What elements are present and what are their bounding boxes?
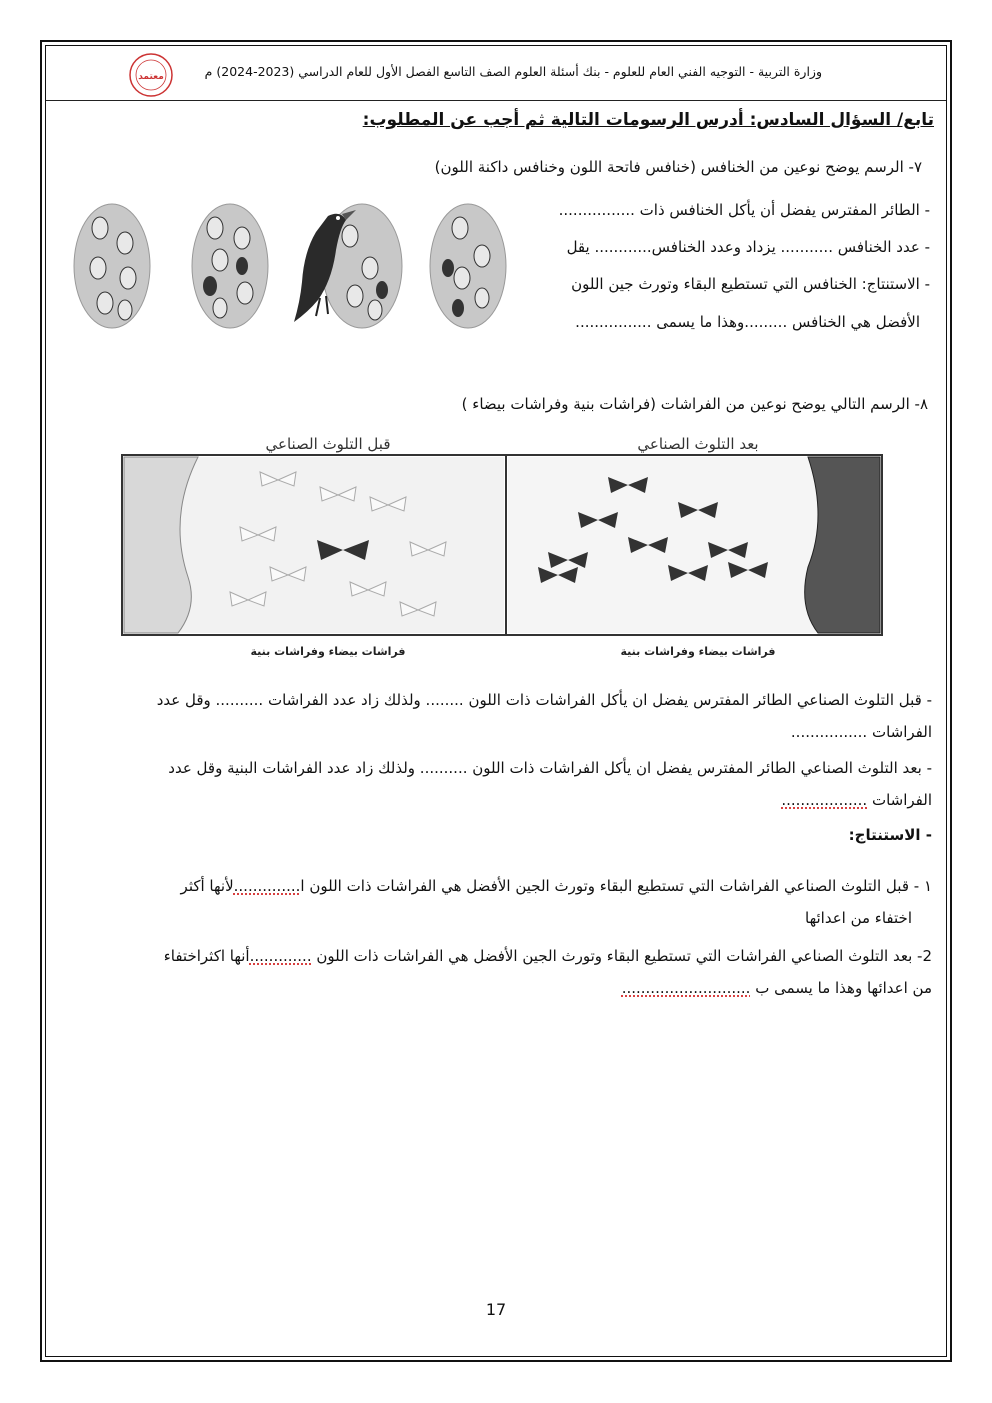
q7-line1: - الطائر المفترس يفضل أن يأكل الخنافس ذات ................ [558,201,930,219]
panel-left-title: قبل التلوث الصناعي [265,435,391,453]
conclusion-2 [52,940,932,1004]
panel-right-caption: فراشات بيضاء وفراشات بنية [620,645,776,658]
stamp-label: معتمد [138,72,164,82]
c1a-dots: .............. [233,877,301,895]
q8-line1b: الفراشات ................ [790,723,932,741]
c2a-text: 2- بعد التلوث الصناعي الفراشات التي تستطيع البقاء وتورث الجين الأفضل هي الفراشات ذات اللون [316,947,932,965]
beetles-figure [70,198,510,333]
c2b-text: من اعدائها وهذا ما يسمى ب [755,979,932,997]
page-number: 17 [485,1300,507,1319]
conclusion-1 [52,870,932,934]
panel-right-title: بعد التلوث الصناعي [637,435,759,453]
q8-line2b-dots: .................. [781,791,868,809]
q8-line2a: - بعد التلوث الصناعي الطائر المفترس يفضل ان يأكل الفراشات ذات اللون .......... ولذلك زاد عدد الفراشات البنية وقل عدد [168,759,932,777]
moths-figure [88,425,898,670]
header-text: وزارة التربية - التوجيه الفني العام للعلوم - بنك أسئلة العلوم الصف التاسع الفصل الأول للعام الدراسي (2023-2024) م [204,64,822,79]
q8-line2b-text: الفراشات [871,791,932,809]
tree-right-icon [805,457,880,633]
panel-left-caption: فراشات بيضاء وفراشات بنية [250,645,406,658]
c1a-text: ١ - قبل التلوث الصناعي الفراشات التي تستطيع البقاء وتورث الجين الأفضل هي الفراشات ذات اللون ا [300,877,932,895]
section-title: تابع/ السؤال السادس: أدرس الرسومات التالية ثم أجب عن المطلوب: [362,110,934,130]
c2a-dots: ............. [249,947,312,965]
c2a-end: أنها اكثراختفاء [163,947,250,965]
c1b: اختفاء من اعدائها [805,909,912,927]
q8-line1a: - قبل التلوث الصناعي الطائر المفترس يفضل ان يأكل الفراشات ذات اللون ........ ولذلك زاد عدد الفراشات .......... وقل عدد [156,691,932,709]
c1a-end: لأنها أكثر [180,877,234,895]
q8-paragraph-2 [52,752,932,816]
q7-intro: ٧- الرسم يوضح نوعين من الخنافس (خنافس فاتحة اللون وخنافس داكنة اللون) [434,158,922,176]
q7-line3: - الاستنتاج: الخنافس التي تستطيع البقاء وتورث جين اللون [571,275,930,293]
q8-line2b [52,784,932,816]
c2a [52,940,932,972]
q7-line2: - عدد الخنافس ........... يزداد وعدد الخنافس............ يقل [566,238,930,256]
conclusion-label: - الاستنتاج: [848,826,932,844]
q8-intro: ٨- الرسم التالي يوضح نوعين من الفراشات (فراشات بنية وفراشات بيضاء ) [461,395,928,413]
c2b-dots: ........................... [621,979,751,997]
c1a [52,870,932,902]
c2b [52,972,932,1004]
q8-paragraph-1 [52,684,932,748]
beetle-oval-4 [430,204,506,328]
q7-line4: الأفضل هي الخنافس .........وهذا ما يسمى ................ [575,313,920,331]
header-divider [46,100,946,101]
ministry-stamp-icon [128,52,174,98]
beetle-oval-2 [192,204,268,328]
